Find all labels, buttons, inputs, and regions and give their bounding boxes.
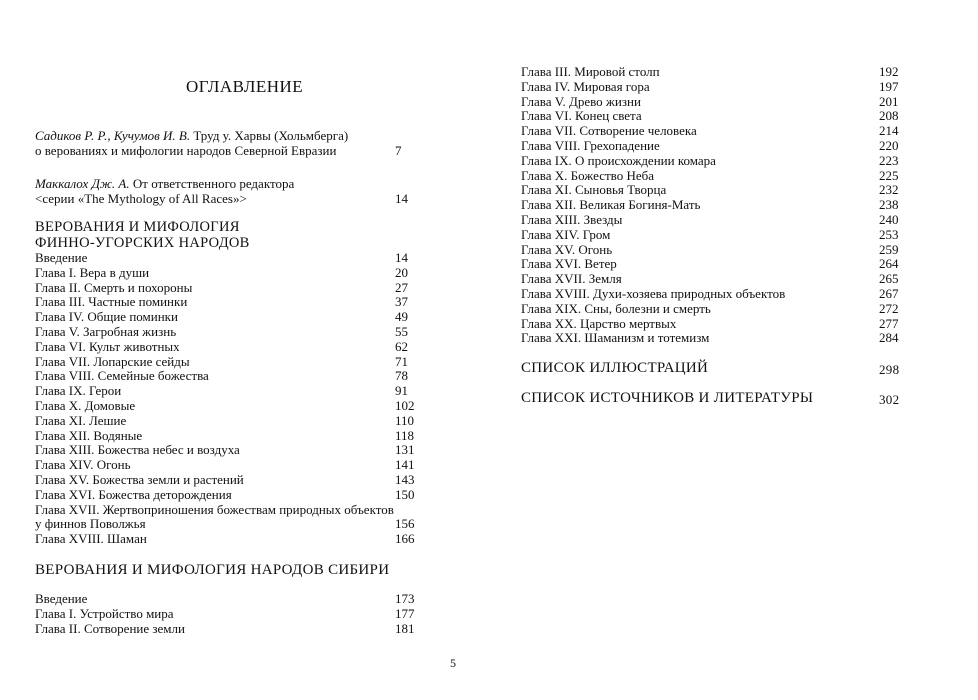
page-ref: 192 xyxy=(879,64,899,79)
entry-title: СПИСОК ИСТОЧНИКОВ И ЛИТЕРАТУРЫ xyxy=(521,390,814,406)
page-number: 5 xyxy=(450,656,456,670)
entry-title: Глава XVI. Ветер xyxy=(521,256,617,272)
toc-entry[interactable] xyxy=(35,429,435,444)
section2-toc-list-left xyxy=(35,592,435,636)
entry-title: Глава XII. Водяные xyxy=(35,427,143,443)
page-ref: 156 xyxy=(395,516,415,532)
entry-title: Глава X. Божество Неба xyxy=(521,167,655,183)
page-ref: 7 xyxy=(395,142,402,158)
toc-entry[interactable] xyxy=(521,272,921,287)
toc-entry[interactable] xyxy=(35,340,435,355)
toc-entry[interactable] xyxy=(521,154,921,169)
toc-entry[interactable] xyxy=(521,331,921,346)
toc-entry[interactable] xyxy=(521,65,921,80)
page-ref: 259 xyxy=(879,241,899,257)
entry-title-part: Труд у. Харвы (Хольмберга) xyxy=(190,128,349,143)
entry-title: Введение xyxy=(35,591,88,606)
section2-toc-list-right xyxy=(521,65,921,346)
page-ref: 143 xyxy=(395,471,415,487)
toc-entry[interactable] xyxy=(35,414,435,429)
toc-entry[interactable] xyxy=(521,243,921,258)
toc-entry[interactable] xyxy=(35,458,435,473)
page-ref: 232 xyxy=(879,182,899,198)
entry-title: Глава XIII. Звезды xyxy=(521,211,623,227)
entry-title: Глава I. Устройство мира xyxy=(35,605,174,621)
page-ref: 110 xyxy=(395,412,415,428)
entry-title: Глава VII. Сотворение человека xyxy=(521,123,697,139)
page-ref: 150 xyxy=(395,486,415,502)
entry-title: Глава XVII. Жертвоприношения божествам природных объектов xyxy=(35,501,394,517)
toc-entry[interactable] xyxy=(35,503,435,518)
page-ref: 298 xyxy=(879,362,900,377)
page-ref: 173 xyxy=(395,591,415,606)
entry-title: Глава III. Мировой столп xyxy=(521,64,660,79)
section-heading-siberia xyxy=(35,562,435,579)
page-ref: 141 xyxy=(395,457,415,473)
toc-entry[interactable] xyxy=(35,369,435,384)
page-ref: 49 xyxy=(395,309,408,325)
page-ref: 238 xyxy=(879,197,899,213)
page-ref: 208 xyxy=(879,108,899,124)
entry-title-part: От ответственного редактора xyxy=(129,176,295,191)
toc-entry[interactable] xyxy=(35,266,435,281)
entry-title-part: <серии «The Mythology of All Races»> xyxy=(35,190,247,206)
entry-title: Глава V. Древо жизни xyxy=(521,93,641,109)
page-ref: 62 xyxy=(395,338,408,354)
toc-entry[interactable] xyxy=(521,287,921,302)
toc-entry[interactable] xyxy=(35,488,435,503)
toc-entry[interactable] xyxy=(35,532,435,547)
entry-title-part: о верованиях и мифологии народов Северной Евразии xyxy=(35,142,337,158)
entry-title: Глава VIII. Семейные божества xyxy=(35,368,209,384)
entry-title: Глава XVIII. Духи-хозяева природных объектов xyxy=(521,285,786,301)
section-heading-line: ВЕРОВАНИЯ И МИФОЛОГИЯ НАРОДОВ СИБИРИ xyxy=(35,562,390,578)
entry-title: Глава XVI. Божества деторождения xyxy=(35,486,232,502)
page-ref: 78 xyxy=(395,368,408,384)
page-ref: 201 xyxy=(879,93,899,109)
toc-entry[interactable] xyxy=(35,281,435,296)
toc-entry[interactable] xyxy=(35,355,435,370)
toc-entry[interactable] xyxy=(521,302,921,317)
page-ref: 55 xyxy=(395,323,408,339)
entry-title: Введение xyxy=(35,250,88,265)
entry-title: Глава XI. Лешие xyxy=(35,412,127,428)
page-ref: 265 xyxy=(879,271,899,287)
page-ref: 302 xyxy=(879,392,900,407)
toc-entry[interactable] xyxy=(521,183,921,198)
page-ref: 14 xyxy=(395,250,408,265)
toc-entry[interactable] xyxy=(35,592,435,607)
toc-entry[interactable] xyxy=(35,473,435,488)
entry-title: Глава XI. Сыновья Творца xyxy=(521,182,667,198)
toc-entry[interactable] xyxy=(521,139,921,154)
page-ref: 240 xyxy=(879,211,899,227)
entry-title: у финнов Поволжья xyxy=(35,516,146,532)
entry-title: Глава IX. О происхождении комара xyxy=(521,152,716,168)
page-ref: 131 xyxy=(395,442,415,458)
page-ref: 223 xyxy=(879,152,899,168)
entry-title: Глава II. Сотворение земли xyxy=(35,620,185,636)
entry-title: Глава XX. Царство мертвых xyxy=(521,315,677,331)
toc-entry[interactable] xyxy=(35,399,435,414)
entry-title: Глава IX. Герои xyxy=(35,383,122,399)
page-ref: 264 xyxy=(879,256,899,272)
toc-entry[interactable] xyxy=(35,310,435,325)
entry-title: Глава XV. Огонь xyxy=(521,241,613,257)
entry-title: Глава XIX. Сны, болезни и смерть xyxy=(521,300,711,316)
toc-entry[interactable] xyxy=(35,325,435,340)
page-ref: 14 xyxy=(395,190,408,206)
entry-title: Глава VI. Культ животных xyxy=(35,338,180,354)
toc-entry[interactable] xyxy=(35,517,435,532)
page-ref: 214 xyxy=(879,123,899,139)
entry-title: Глава XIV. Гром xyxy=(521,226,611,242)
page-ref: 102 xyxy=(395,397,415,413)
page-ref: 284 xyxy=(879,330,899,346)
sources-entry[interactable] xyxy=(521,390,921,407)
page-ref: 267 xyxy=(879,285,899,301)
page-ref: 20 xyxy=(395,264,408,280)
section-heading-line: ФИННО-УГОРСКИХ НАРОДОВ xyxy=(35,235,250,251)
toc-entry[interactable] xyxy=(35,607,435,622)
page-ref: 166 xyxy=(395,531,415,547)
entry-title: Глава IV. Мировая гора xyxy=(521,78,650,94)
entry-title: Глава VII. Лопарские сейды xyxy=(35,353,190,369)
page-ref: 225 xyxy=(879,167,899,183)
entry-title: Глава VIII. Грехопадение xyxy=(521,137,660,153)
entry-title: Глава XIII. Божества небес и воздуха xyxy=(35,442,240,458)
entry-title: Глава XV. Божества земли и растений xyxy=(35,471,244,487)
toc-entry[interactable] xyxy=(521,317,921,332)
toc-entry[interactable] xyxy=(35,384,435,399)
toc-entry[interactable] xyxy=(521,213,921,228)
toc-entry[interactable] xyxy=(521,109,921,124)
entry-title: Глава X. Домовые xyxy=(35,397,136,413)
toc-entry[interactable] xyxy=(521,228,921,243)
section-heading-line: ВЕРОВАНИЯ И МИФОЛОГИЯ xyxy=(35,219,240,235)
page-ref: 71 xyxy=(395,353,408,369)
entry-title: Глава XIV. Огонь xyxy=(35,457,131,473)
entry-title: Глава XVII. Земля xyxy=(521,271,622,287)
entry-title: Глава VI. Конец света xyxy=(521,108,642,124)
page-ref: 118 xyxy=(395,427,415,443)
entry-title: Глава V. Загробная жизнь xyxy=(35,323,177,339)
toc-entry[interactable] xyxy=(35,295,435,310)
entry-author: Садиков Р. Р., Кучумов И. В. xyxy=(35,128,191,143)
page-title: ОГЛАВЛЕНИЕ xyxy=(186,77,304,96)
toc-entry[interactable] xyxy=(35,622,435,637)
page-ref: 177 xyxy=(395,605,415,621)
page-ref: 181 xyxy=(395,620,415,636)
entry-title: Глава III. Частные поминки xyxy=(35,294,188,310)
entry-author: Маккалох Дж. А. xyxy=(35,176,130,191)
toc-entry[interactable] xyxy=(521,80,921,95)
entry-title: СПИСОК ИЛЛЮСТРАЦИЙ xyxy=(521,360,709,376)
section-heading-finno-ugric xyxy=(35,219,435,251)
page-ref: 277 xyxy=(879,315,899,331)
toc-entry[interactable] xyxy=(35,443,435,458)
front-matter-entry-2[interactable] xyxy=(35,177,435,207)
toc-entry[interactable] xyxy=(521,124,921,139)
page-ref: 197 xyxy=(879,78,899,94)
entry-title: Глава IV. Общие поминки xyxy=(35,309,178,325)
illustrations-entry[interactable] xyxy=(521,360,921,377)
section1-toc-list xyxy=(35,251,435,547)
entry-title: Глава I. Вера в души xyxy=(35,264,150,280)
page-ref: 272 xyxy=(879,300,899,316)
toc-entry[interactable] xyxy=(35,251,435,266)
page-ref: 27 xyxy=(395,279,408,295)
front-matter-entry-1[interactable] xyxy=(35,129,435,159)
page-ref: 91 xyxy=(395,383,408,399)
toc-entry[interactable] xyxy=(521,169,921,184)
page-ref: 37 xyxy=(395,294,408,310)
entry-title: Глава XII. Великая Богиня-Мать xyxy=(521,197,701,213)
entry-title: Глава XVIII. Шаман xyxy=(35,531,147,547)
entry-title: Глава XXI. Шаманизм и тотемизм xyxy=(521,330,710,346)
entry-title: Глава II. Смерть и похороны xyxy=(35,279,193,295)
page-ref: 220 xyxy=(879,137,899,153)
toc-entry[interactable] xyxy=(521,257,921,272)
toc-entry[interactable] xyxy=(521,198,921,213)
toc-entry[interactable] xyxy=(521,95,921,110)
page-ref: 253 xyxy=(879,226,899,242)
